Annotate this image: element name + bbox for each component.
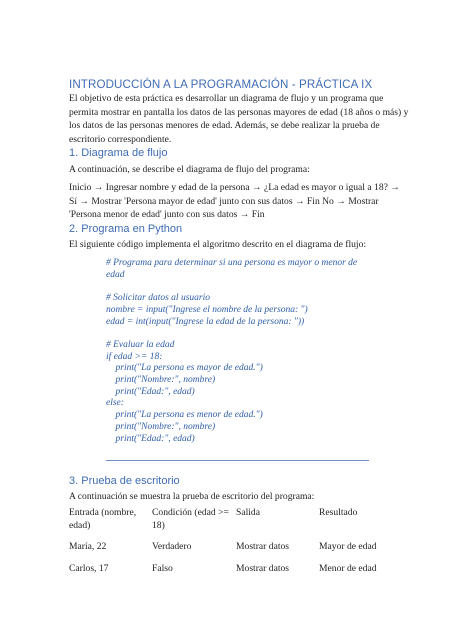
code-line: # Programa para determinar si una persona es mayor o menor de edad [106, 258, 358, 280]
code-line: # Solicitar datos al usuario [106, 293, 210, 304]
table-header-cell: Resultado [319, 507, 358, 518]
code-line: print("Nombre:", nombre) [106, 421, 216, 432]
table-header-cell: Salida [236, 507, 260, 518]
section-1-heading: 1. Diagrama de flujo [69, 147, 168, 159]
table-row [69, 541, 414, 563]
code-line: print("La persona es mayor de edad.") [106, 363, 263, 374]
code-block [106, 258, 376, 445]
table-header-cell: Condición (edad >= 18) [152, 507, 229, 531]
code-line: print("Edad:", edad) [106, 433, 195, 444]
code-line: # Evaluar la edad [106, 339, 175, 350]
code-line: print("Edad:", edad) [106, 386, 195, 397]
section-3-paragraph: A continuación se muestra la prueba de escritorio del programa: [69, 491, 315, 502]
section-2-paragraph: El siguiente código implementa el algoritmo descrito en el diagrama de flujo: [69, 239, 367, 250]
horizontal-rule [106, 460, 369, 461]
table-cell: Mostrar datos [236, 563, 290, 574]
table-header-row [69, 507, 414, 541]
table-cell: María, 22 [69, 541, 107, 552]
code-line: print("La persona es menor de edad.") [106, 410, 263, 421]
table-row [69, 563, 414, 585]
document-title: INTRODUCCIÓN A LA PROGRAMACIÓN - PRÁCTICA IX [69, 78, 373, 91]
section-3-heading: 3. Prueba de escritorio [69, 475, 180, 487]
flowchart-description: Inicio → Ingresar nombre y edad de la persona → ¿La edad es mayor o igual a 18? → Sí → Mostrar 'Persona mayor de edad' junto con sus datos → Fin No → Mostrar 'Persona menor de edad' junto con sus datos → Fin [69, 182, 400, 221]
section-2-heading: 2. Programa en Python [69, 223, 183, 235]
table-cell: Mostrar datos [236, 541, 290, 552]
code-line: else: [106, 398, 124, 409]
table-cell: Falso [152, 563, 173, 574]
table-cell: Menor de edad [319, 563, 377, 574]
code-line: print("Nombre:", nombre) [106, 375, 216, 385]
desk-check-table [69, 507, 414, 585]
code-line: nombre = input("Ingrese el nombre de la persona: ") [106, 304, 308, 315]
code-line [106, 281, 376, 293]
table-cell: Verdadero [152, 541, 192, 552]
code-line [106, 328, 376, 340]
code-line: if edad >= 18: [106, 351, 163, 362]
intro-paragraph: El objetivo de esta práctica es desarrollar un diagrama de flujo y un programa que permita mostrar en pantalla los datos de las personas mayores de edad (18 años o más) y los datos de las personas menores de edad. Además, se debe realizar la prueba de escritorio correspondiente. [69, 93, 409, 145]
table-cell: Mayor de edad [319, 541, 377, 552]
table-cell: Carlos, 17 [69, 563, 109, 574]
table-header-cell: Entrada (nombre, edad) [69, 507, 137, 531]
section-1-paragraph: A continuación, se describe el diagrama de flujo del programa: [69, 164, 310, 175]
code-line: edad = int(input("Ingrese la edad de la persona: ")) [106, 316, 305, 327]
